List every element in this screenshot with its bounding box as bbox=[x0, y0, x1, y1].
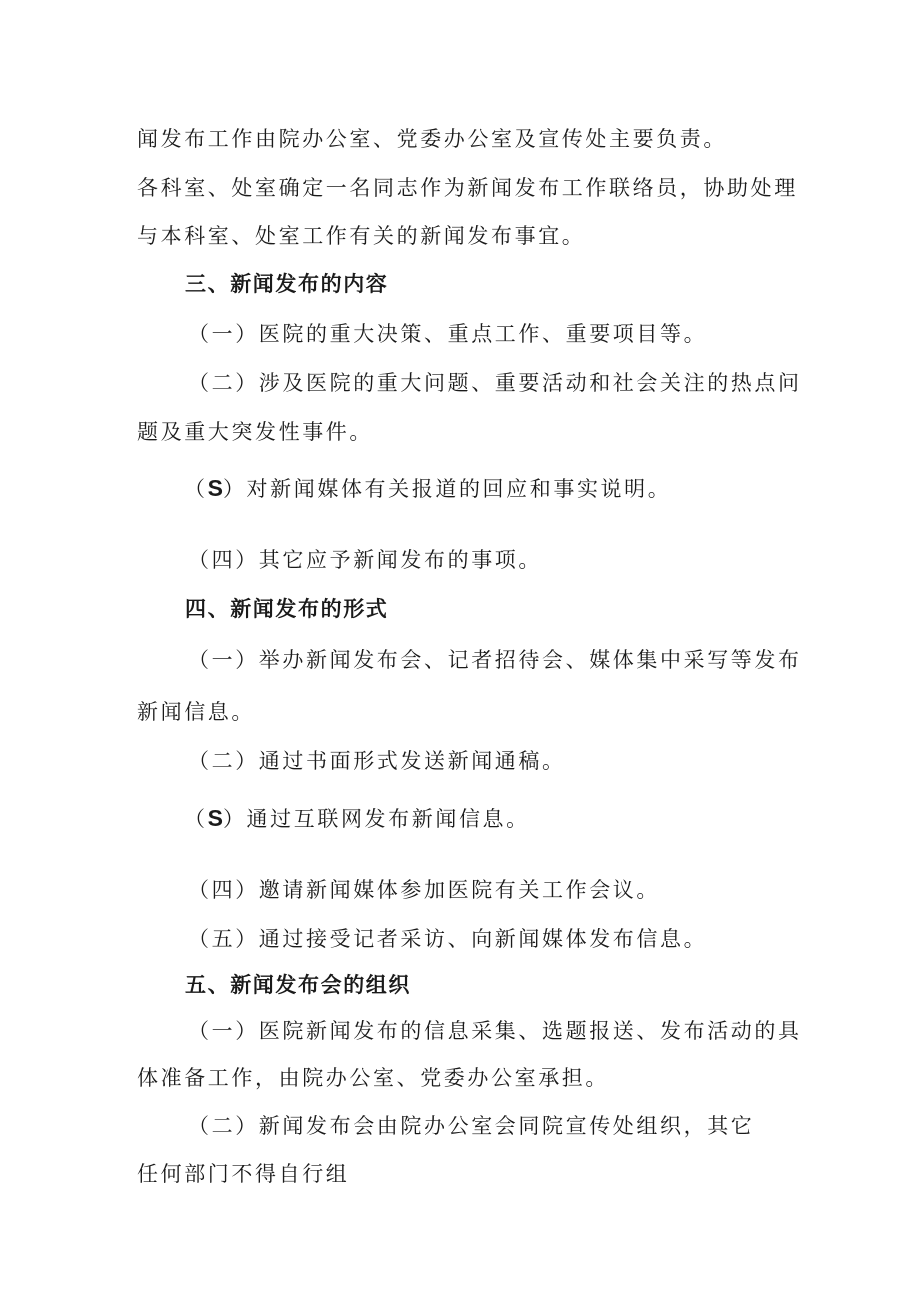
list-item: （S）对新闻媒体有关报道的回应和事实说明。 bbox=[184, 475, 672, 501]
list-item: （一）举办新闻发布会、记者招待会、媒体集中采写等发布 bbox=[188, 648, 802, 672]
list-item: （四）其它应予新闻发布的事项。 bbox=[188, 548, 542, 572]
paragraph-line: 任何部门不得自行组 bbox=[137, 1162, 350, 1186]
section-heading-5: 五、新闻发布会的组织 bbox=[185, 973, 411, 997]
list-item: （一）医院新闻发布的信息采集、选题报送、发布活动的具 bbox=[188, 1019, 802, 1043]
paragraph-line: 闻发布工作由院办公室、党委办公室及宣传处主要负责。 bbox=[137, 127, 727, 151]
list-item: （S）通过互联网发布新闻信息。 bbox=[184, 805, 530, 831]
paragraph-line: 新闻信息。 bbox=[137, 700, 255, 724]
section-heading-3: 三、新闻发布的内容 bbox=[185, 272, 389, 296]
list-item: （一）医院的重大决策、重点工作、重要项目等。 bbox=[188, 322, 708, 346]
section-heading-4: 四、新闻发布的形式 bbox=[185, 597, 389, 621]
paragraph-line: 题及重大突发性事件。 bbox=[137, 420, 373, 444]
list-item: （二）涉及医院的重大问题、重要活动和社会关注的热点问 bbox=[188, 371, 802, 395]
list-item: （五）通过接受记者采访、向新闻媒体发布信息。 bbox=[188, 927, 708, 951]
list-item: （二）通过书面形式发送新闻通稿。 bbox=[188, 749, 566, 773]
paragraph-line: 与本科室、处室工作有关的新闻发布事宜。 bbox=[137, 224, 586, 248]
list-item: （四）邀请新闻媒体参加医院有关工作会议。 bbox=[188, 878, 660, 902]
paragraph-line: 体准备工作，由院办公室、党委办公室承担。 bbox=[137, 1066, 609, 1090]
paragraph-line: 各科室、处室确定一名同志作为新闻发布工作联络员，协助处理 bbox=[137, 176, 798, 200]
list-item: （二）新闻发布会由院办公室会同院宣传处组织，其它 bbox=[188, 1114, 755, 1138]
